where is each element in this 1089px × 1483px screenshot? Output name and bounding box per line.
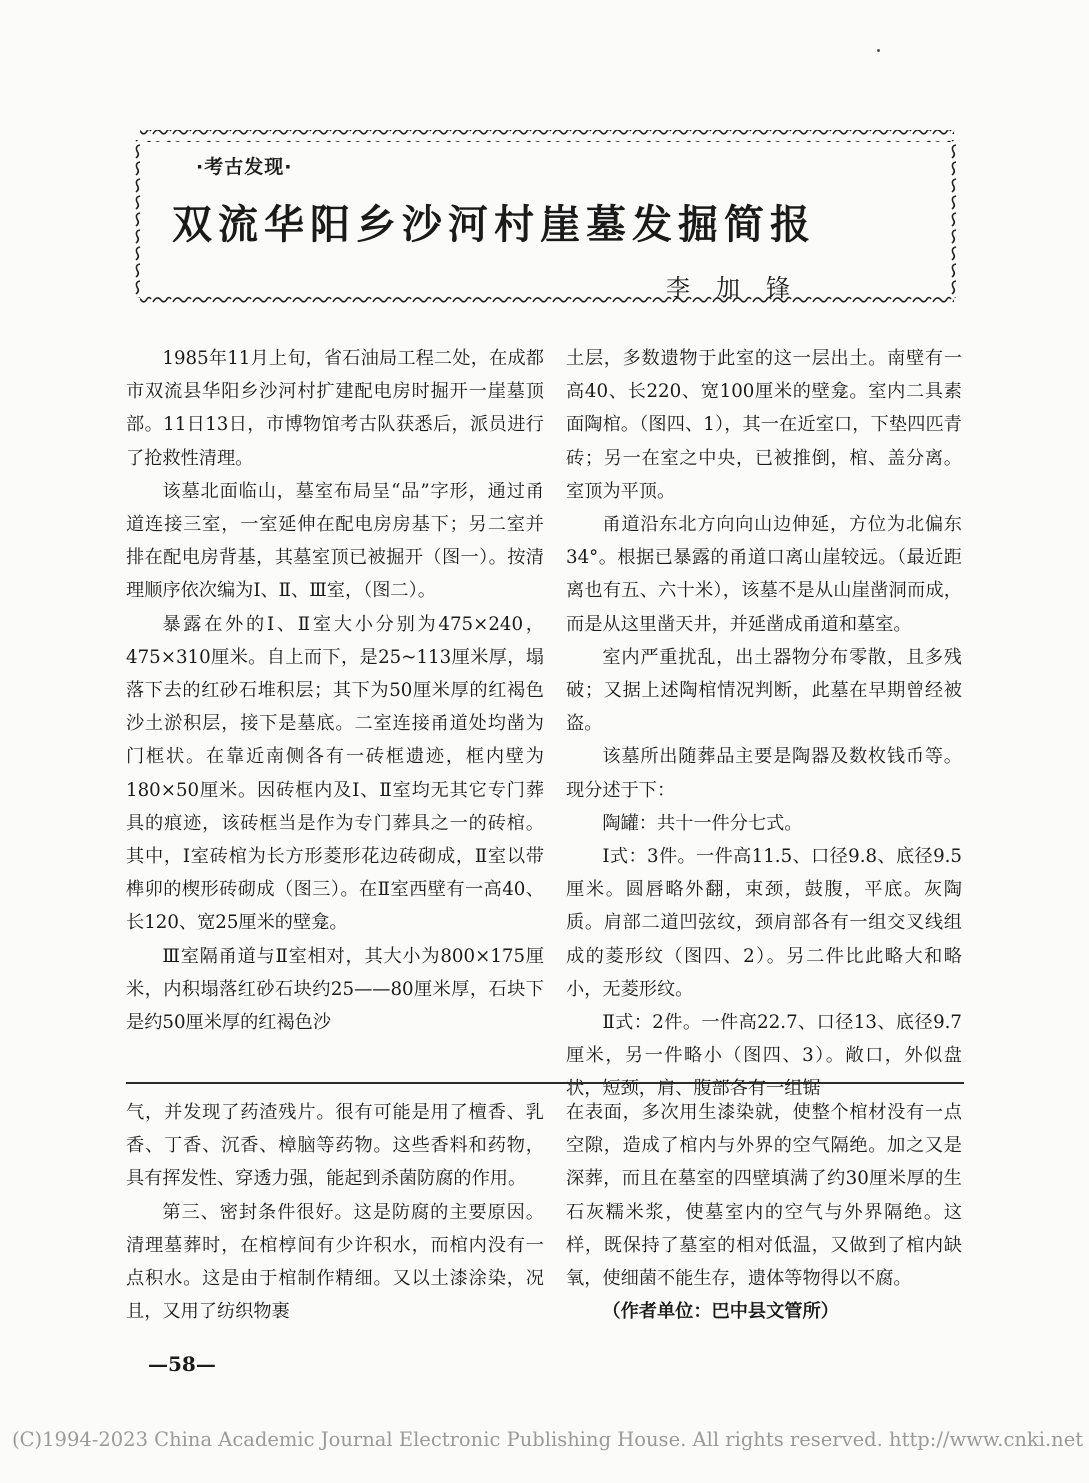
stray-dot: [877, 49, 880, 52]
section-divider: [126, 1082, 964, 1084]
paragraph: 1985年11月上旬，省石油局工程二处，在成都市双流县华阳乡沙河村扩建配电房时掘开一崖墓顶部。11日13日，市博物馆考古队获悉后，派员进行了抢救性清理。: [126, 348, 544, 469]
paragraph: Ⅰ式：3件。一件高11.5、口径9.8、底径9.5厘米。圆唇略外翻，束颈，鼓腹，平底。灰陶质。肩部二道凹弦纹，颈肩部各有一组交叉线组成的菱形纹（图四、2）。另二件比此略大和略小，无菱形纹。: [566, 846, 962, 1000]
page-number: —58—: [148, 1352, 216, 1376]
paragraph: 暴露在外的Ⅰ、Ⅱ室大小分别为475×240，475×310厘米。自上而下，是25~113厘米厚，塌落下去的红砂石堆积层；其下为50厘米厚的红褐色沙土淤积层，接下是墓底。二室连接甬道处均凿为门框状。在靠近南侧各有一砖框遗迹，框内壁为180×50厘米。因砖框内及Ⅰ、Ⅱ室均无其它专门葬具的痕迹，该砖框当是作为专门葬具之一的砖棺。其中，Ⅰ室砖棺为长方形菱形花边砖砌成，Ⅱ室以带榫卯的楔形砖砌成（图三）。在Ⅱ室西壁有一高40、长120、宽25厘米的壁龛。: [126, 613, 544, 934]
section-category: ·考古发现·: [196, 156, 293, 178]
body-column-4: [566, 1096, 962, 1328]
paragraph: 陶罐：共十一件分七式。: [602, 812, 803, 834]
paragraph: 室内严重扰乱，出土器物分布零散，且多残破；又据上述陶棺情况判断，此墓在早期曾经被盗。: [566, 646, 962, 735]
paragraph: 该墓所出随葬品主要是陶器及数枚钱币等。现分述于下：: [566, 746, 962, 801]
paragraph: 第三、密封条件很好。这是防腐的主要原因。清理墓葬时，在棺椁间有少许积水，而棺内没有一点积水。这是由于棺制作精细。又以土漆涂染，况且，又用了纺织物裹: [126, 1201, 544, 1323]
paragraph: 气，并发现了药渣残片。很有可能是用了檀香、乳香、丁香、沉香、樟脑等药物。这些香料和药物，具有挥发性、穿透力强，能起到杀菌防腐的作用。: [126, 1102, 544, 1190]
paragraph: 在表面，多次用生漆染就，使整个棺材没有一点空隙，造成了棺内与外界的空气隔绝。加之又是深葬，而且在墓室的四壁填满了约30厘米厚的生石灰糯米浆，使墓室内的空气与外界隔绝。这样，既保持了墓室的相对低温，又做到了棺内缺氧，使细菌不能生存，遗体等物得以不腐。: [566, 1102, 962, 1290]
paragraph: 土层，多数遗物于此室的这一层出土。南壁有一高40、长220、宽100厘米的壁龛。室内二具素面陶棺。（图四、1），其一在近室口，下垫四匹青砖；另一在室之中央，已被推倒，棺、盖分离。室顶为平顶。: [566, 348, 962, 502]
article-title: 双流华阳乡沙河村崖墓发掘简报: [172, 202, 816, 248]
article-author: 李加锋: [666, 274, 816, 302]
body-column-3: [126, 1096, 544, 1328]
body-column-1: [126, 342, 544, 1039]
paragraph: 甬道沿东北方向向山边伸延，方位为北偏东34°。根据已暴露的甬道口离山崖较远。（最近距离也有五、六十米），该墓不是从山崖凿洞而成，而是从这里凿天井，并延凿成甬道和墓室。: [566, 514, 962, 635]
body-column-2: [566, 342, 962, 1106]
paragraph: Ⅲ室隔甬道与Ⅱ室相对，其大小为800×175厘米，内积塌落红砂石块约25——80厘米厚，石块下是约50厘米厚的红褐色沙: [126, 945, 544, 1034]
author-affiliation: （作者单位：巴中县文管所）: [602, 1301, 839, 1323]
paragraph: Ⅱ式：2件。一件高22.7、口径13、底径9.7厘米，另一件略小（图四、3）。敞口，外似盘状，短颈，肩、腹部各有一组锯: [566, 1012, 962, 1100]
paragraph: 该墓北面临山，墓室布局呈“品”字形，通过甬道连接三室，一室延伸在配电房房基下；另二室并排在配电房背基，其墓室顶已被掘开（图一）。按清理顺序依次编为Ⅰ、Ⅱ、Ⅲ室，（图二）。: [126, 480, 544, 602]
copyright-footer: (C)1994-2023 China Academic Journal Electronic Publishing House. All rights reserved. http://www.cnki.net: [12, 1428, 1084, 1451]
